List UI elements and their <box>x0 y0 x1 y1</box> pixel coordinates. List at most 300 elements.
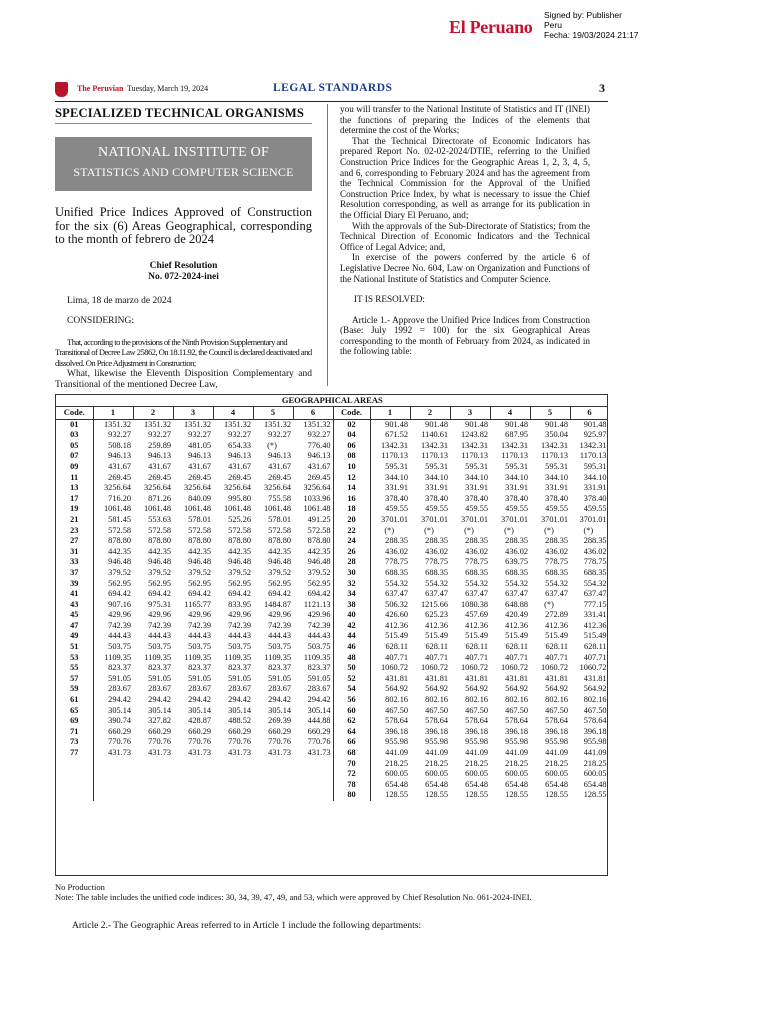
index-cell: 1243.82 <box>461 430 488 440</box>
index-cell: 481.05 <box>188 440 211 450</box>
index-cell: 429.96 <box>188 610 211 620</box>
index-cell: 901.48 <box>425 419 448 429</box>
index-cell: 331.41 <box>570 610 608 621</box>
code-cell: 51 <box>56 642 93 653</box>
index-cell <box>133 769 173 780</box>
article-2: Article 2.- The Geographic Areas referred to in Article 1 include the following departments: <box>72 921 422 931</box>
index-cell: 436.02 <box>425 546 448 556</box>
code-cell: 53 <box>56 653 93 664</box>
code-cell: 41 <box>56 589 93 600</box>
index-cell: 591.05 <box>108 673 131 683</box>
table-row <box>56 430 608 441</box>
paragraph: That, according to the provisions of the Ninth Provision Supplementary and Transitional of Decree Law 25862, On 18.11.92, the Council is declared deactivated and dissolved. On Price Adjustment in Construction; <box>55 336 312 368</box>
index-cell: 660.29 <box>268 726 291 736</box>
index-cell: 946.48 <box>228 557 251 567</box>
index-cell: 581.45 <box>108 514 131 524</box>
code-cell <box>56 780 93 791</box>
index-cell: 3256.64 <box>104 483 131 493</box>
index-cell: 687.95 <box>505 430 528 440</box>
table-row <box>56 737 608 748</box>
index-cell: 441.09 <box>570 748 608 759</box>
index-cell: 431.67 <box>268 461 291 471</box>
table-notes <box>55 882 608 902</box>
index-cell: 412.36 <box>570 621 608 632</box>
table-title: GEOGRAPHICAL AREAS <box>56 395 608 406</box>
code-cell: 55 <box>56 663 93 674</box>
table-row <box>56 419 608 430</box>
index-cell: 955.98 <box>385 737 408 747</box>
area-column-header: 6 <box>293 406 333 419</box>
code-cell: 40 <box>333 610 370 621</box>
index-cell: 431.81 <box>505 673 528 683</box>
index-cell: 396.18 <box>385 726 408 736</box>
index-cell: 283.67 <box>148 684 171 694</box>
code-cell: 04 <box>333 430 370 441</box>
index-cell: 946.13 <box>148 451 171 461</box>
index-cell: 578.64 <box>425 716 448 726</box>
index-cell: 128.55 <box>385 790 408 800</box>
index-cell: 442.35 <box>108 546 131 556</box>
price-index-table <box>55 394 608 876</box>
index-cell: 625.23 <box>425 610 448 620</box>
index-cell: 742.39 <box>148 620 171 630</box>
code-cell: 34 <box>333 589 370 600</box>
index-cell: 654.48 <box>505 779 528 789</box>
index-cell: 508.18 <box>108 440 131 450</box>
index-cell: 431.67 <box>108 461 131 471</box>
index-cell: 591.05 <box>228 673 251 683</box>
index-cell: 444.43 <box>268 631 291 641</box>
column-divider <box>327 104 328 386</box>
index-cell: 578.01 <box>268 514 291 524</box>
index-cell: 441.09 <box>385 748 408 757</box>
index-cell: 379.52 <box>293 568 333 579</box>
index-cell: 742.39 <box>293 621 333 632</box>
index-cell: 294.42 <box>228 695 251 705</box>
code-cell: 21 <box>56 515 93 526</box>
index-cell: 694.42 <box>108 589 131 599</box>
index-cell: 1342.31 <box>421 440 448 450</box>
code-cell: 09 <box>56 462 93 473</box>
index-cell: 1351.32 <box>224 419 251 429</box>
index-cell: 396.18 <box>545 726 568 736</box>
code-cell: 50 <box>333 663 370 674</box>
index-cell: 1484.87 <box>264 599 291 609</box>
index-cell: 379.52 <box>228 567 251 577</box>
index-cell: 294.42 <box>293 695 333 706</box>
index-cell <box>93 759 133 770</box>
index-cell <box>173 790 213 801</box>
signature-line: Fecha: 19/03/2024 21:17 <box>544 30 639 40</box>
index-cell: 436.02 <box>505 546 528 556</box>
index-cell: 431.81 <box>465 673 488 683</box>
index-cell: 578.64 <box>505 716 528 726</box>
code-cell <box>56 790 93 801</box>
table-row <box>56 441 608 452</box>
index-cell: (*) <box>504 525 514 535</box>
right-column <box>340 104 590 357</box>
index-cell: 3256.64 <box>184 483 211 493</box>
index-cell: 1351.32 <box>184 419 211 429</box>
code-cell: 46 <box>333 642 370 653</box>
index-cell: 1080.38 <box>461 599 488 609</box>
index-cell: 431.67 <box>293 462 333 473</box>
index-cell: 407.71 <box>570 653 608 664</box>
index-cell <box>173 780 213 791</box>
index-cell: 488.52 <box>228 716 251 726</box>
index-cell <box>213 790 253 801</box>
index-cell: 833.95 <box>228 599 251 609</box>
index-cell: 637.47 <box>385 589 408 599</box>
index-cell: 595.31 <box>425 461 448 471</box>
paragraph: What, likewise the Eleventh Disposition Complementary and Transitional of the mentioned Decree Law, <box>55 368 312 390</box>
index-cell <box>133 790 173 801</box>
index-cell: 396.18 <box>425 726 448 736</box>
index-cell: 562.95 <box>228 578 251 588</box>
index-cell: 350.04 <box>545 430 568 440</box>
index-cell: 378.40 <box>570 494 608 505</box>
table-row <box>56 748 608 759</box>
index-cell: 515.49 <box>465 631 488 641</box>
considering-heading: CONSIDERING: <box>67 315 135 326</box>
index-cell: 1351.32 <box>104 419 131 429</box>
index-cell: (*) <box>267 440 277 450</box>
index-cell: 3256.64 <box>144 483 171 493</box>
index-cell: 578.64 <box>385 716 408 726</box>
code-cell <box>56 769 93 780</box>
index-cell: 1060.72 <box>501 663 528 673</box>
table-row <box>56 684 608 695</box>
index-cell: 269.45 <box>293 473 333 484</box>
index-cell: 688.35 <box>465 567 488 577</box>
index-cell: 901.48 <box>385 419 408 429</box>
index-cell: 946.13 <box>293 451 333 462</box>
index-cell: 331.91 <box>425 483 448 493</box>
index-cell: 595.31 <box>465 461 488 471</box>
index-cell: 459.55 <box>505 504 528 514</box>
index-cell: 288.35 <box>425 536 448 546</box>
index-cell: 628.11 <box>425 642 448 652</box>
index-cell: 1170.13 <box>541 451 568 461</box>
index-cell: (*) <box>384 525 395 535</box>
index-cell: 426.60 <box>385 610 408 620</box>
code-cell: 24 <box>333 536 370 547</box>
index-cell: 467.50 <box>465 705 488 715</box>
code-cell: 73 <box>56 737 93 748</box>
index-cell: 218.25 <box>505 758 528 768</box>
index-cell: 327.82 <box>148 716 171 726</box>
index-cell: 600.05 <box>385 769 408 779</box>
paragraph: With the approvals of the Sub-Directorate of Statistics; from the Technical Direction of Economic Indicators and the Technical Office of Legal Advice; and, <box>340 220 590 252</box>
code-cell: 77 <box>56 748 93 759</box>
table-row <box>56 759 608 770</box>
table-row <box>56 600 608 611</box>
code-cell: 16 <box>333 494 370 505</box>
table-row <box>56 536 608 547</box>
index-cell: 525.26 <box>228 514 251 524</box>
index-cell: 442.35 <box>188 546 211 556</box>
area-column-header: 2 <box>410 406 450 419</box>
table-row <box>56 727 608 738</box>
index-cell: 396.18 <box>505 726 528 736</box>
article-title: Unified Price Indices Approved of Construction for the six (6) Areas Geographical, corresponding to the month of febrero de 2024 <box>55 205 312 247</box>
index-cell: 654.33 <box>228 440 251 450</box>
index-cell: 554.32 <box>425 578 448 588</box>
index-cell: 3701.01 <box>421 514 448 524</box>
index-cell: 1109.35 <box>264 652 291 662</box>
index-cell: 562.95 <box>148 578 171 588</box>
index-cell: 444.43 <box>148 631 171 641</box>
index-cell: 946.48 <box>268 557 291 567</box>
index-cell: 412.36 <box>385 620 408 630</box>
table-row <box>56 653 608 664</box>
index-cell: 932.27 <box>293 430 333 441</box>
index-cell: 802.16 <box>425 695 448 705</box>
index-cell: 331.91 <box>545 483 568 493</box>
index-cell: 331.91 <box>570 483 608 494</box>
index-cell: 412.36 <box>505 620 528 630</box>
area-column-header: 5 <box>530 406 570 419</box>
index-cell: 390.74 <box>108 716 131 726</box>
index-cell: 305.14 <box>188 705 211 715</box>
index-cell: 688.35 <box>545 567 568 577</box>
index-cell: 901.48 <box>545 419 568 429</box>
index-cell: (*) <box>424 525 434 535</box>
code-cell: 39 <box>56 579 93 590</box>
resolved-heading: IT IS RESOLVED: <box>354 294 425 305</box>
signature-line: Signed by: Publisher <box>544 10 622 20</box>
index-cell: 1060.72 <box>541 663 568 673</box>
index-cell: 459.55 <box>385 504 408 514</box>
index-cell: 444.43 <box>228 631 251 641</box>
index-cell: 770.76 <box>228 737 251 747</box>
index-cell: 1060.72 <box>381 663 408 673</box>
code-cell: 65 <box>56 706 93 717</box>
code-cell: 42 <box>333 621 370 632</box>
index-cell: 431.73 <box>108 748 131 757</box>
organism-heading: SPECIALIZED TECHNICAL ORGANISMS <box>55 108 312 124</box>
index-cell: 379.52 <box>108 567 131 577</box>
index-cell: 878.80 <box>148 536 171 546</box>
index-cell: 467.50 <box>425 705 448 715</box>
index-cell: 654.48 <box>385 779 408 789</box>
index-cell: 283.67 <box>228 684 251 694</box>
resolution-heading <box>55 261 312 283</box>
index-cell: 572.58 <box>268 525 291 535</box>
index-cell: 294.42 <box>108 695 131 705</box>
code-cell: 02 <box>333 419 370 430</box>
index-cell: 429.96 <box>148 610 171 620</box>
code-cell: 11 <box>56 473 93 484</box>
code-cell: 32 <box>333 579 370 590</box>
index-cell <box>93 769 133 780</box>
index-cell: 637.47 <box>465 589 488 599</box>
index-cell: 442.35 <box>228 546 251 556</box>
index-cell: 591.05 <box>268 673 291 683</box>
index-cell: 688.35 <box>425 567 448 577</box>
index-cell: 128.55 <box>465 790 488 800</box>
index-cell <box>293 780 333 791</box>
index-cell: 218.25 <box>385 758 408 768</box>
index-cell: 1170.13 <box>501 451 528 461</box>
index-cell: 694.42 <box>188 589 211 599</box>
code-cell: 57 <box>56 674 93 685</box>
index-cell: 344.10 <box>385 472 408 482</box>
index-cell: 305.14 <box>108 705 131 715</box>
institute-name-line: STATISTICS AND COMPUTER SCIENCE <box>73 165 294 179</box>
index-cell: (*) <box>464 525 474 535</box>
index-cell: 770.76 <box>293 737 333 748</box>
index-cell: 637.47 <box>570 589 608 600</box>
index-cell: 412.36 <box>545 620 568 630</box>
code-cell: 30 <box>333 568 370 579</box>
table-row <box>56 547 608 558</box>
index-cell: 294.42 <box>188 695 211 705</box>
index-cell: 654.48 <box>570 780 608 791</box>
index-cell: 436.02 <box>465 546 488 556</box>
index-cell: 407.71 <box>545 652 568 662</box>
index-cell: 578.01 <box>188 514 211 524</box>
index-cell: 639.75 <box>505 557 528 567</box>
index-cell: 218.25 <box>570 759 608 770</box>
index-cell: 431.81 <box>425 673 448 683</box>
index-cell: 459.55 <box>570 504 608 515</box>
index-cell: 441.09 <box>465 748 488 757</box>
section-title: LEGAL STANDARDS <box>273 82 393 94</box>
index-cell: 694.42 <box>268 589 291 599</box>
index-cell: 694.42 <box>228 589 251 599</box>
index-cell: 436.02 <box>385 546 408 556</box>
index-cell: 628.11 <box>545 642 568 652</box>
index-cell <box>253 790 293 801</box>
note-line: Note: The table includes the unified code indices: 30, 34, 39, 47, 49, and 53, which were approved by Chief Resolution No. 061-2024-INEI. <box>55 892 532 903</box>
index-cell: 955.98 <box>425 737 448 747</box>
index-cell: 3701.01 <box>541 514 568 524</box>
code-cell: 44 <box>333 631 370 642</box>
index-cell: (*) <box>544 525 554 535</box>
index-cell: 600.05 <box>570 769 608 780</box>
index-cell <box>253 769 293 780</box>
index-cell: 932.27 <box>188 430 211 440</box>
index-table <box>56 395 608 801</box>
index-cell: 344.10 <box>465 472 488 482</box>
index-cell: 459.55 <box>425 504 448 514</box>
index-cell: 778.75 <box>545 557 568 567</box>
code-cell: 43 <box>56 600 93 611</box>
code-cell: 07 <box>56 451 93 462</box>
index-cell: 946.13 <box>228 451 251 461</box>
index-cell: 778.75 <box>425 557 448 567</box>
index-cell: 379.52 <box>268 567 291 577</box>
index-cell: 1342.31 <box>570 441 608 452</box>
index-cell: 269.45 <box>148 472 171 482</box>
index-cell: 269.45 <box>108 472 131 482</box>
index-cell: 823.37 <box>108 663 131 673</box>
table-body <box>56 419 608 801</box>
index-cell: 564.92 <box>570 684 608 695</box>
index-cell: 269.45 <box>228 472 251 482</box>
table-row <box>56 526 608 537</box>
code-cell: 70 <box>333 759 370 770</box>
index-cell: 564.92 <box>385 684 408 694</box>
index-cell: 878.80 <box>188 536 211 546</box>
index-cell: 467.50 <box>505 705 528 715</box>
index-cell: 1060.72 <box>421 663 448 673</box>
index-cell: 1061.48 <box>264 504 291 514</box>
index-cell: 742.39 <box>108 620 131 630</box>
index-cell: 572.58 <box>188 525 211 535</box>
index-cell: 431.67 <box>148 461 171 471</box>
index-cell: 128.55 <box>425 790 448 800</box>
index-cell: 218.25 <box>425 758 448 768</box>
index-cell: 600.05 <box>545 769 568 779</box>
area-column-header: 5 <box>253 406 293 419</box>
code-cell: 12 <box>333 473 370 484</box>
code-cell: 62 <box>333 716 370 727</box>
code-cell: 17 <box>56 494 93 505</box>
index-cell: 515.49 <box>545 631 568 641</box>
index-cell <box>133 759 173 770</box>
index-cell: 878.80 <box>293 536 333 547</box>
index-cell: 431.73 <box>293 748 333 759</box>
index-cell: 218.25 <box>545 758 568 768</box>
index-cell: 564.92 <box>425 684 448 694</box>
code-cell: 64 <box>333 727 370 738</box>
index-cell: 660.29 <box>188 726 211 736</box>
index-cell: 1342.31 <box>501 440 528 450</box>
index-cell: 283.67 <box>188 684 211 694</box>
index-cell: 901.48 <box>465 419 488 429</box>
index-cell: 344.10 <box>425 472 448 482</box>
index-cell: 128.55 <box>570 790 608 801</box>
index-cell: 1351.32 <box>144 419 171 429</box>
code-cell: 22 <box>333 526 370 537</box>
index-cell: 396.18 <box>570 727 608 738</box>
index-cell: 444.43 <box>108 631 131 641</box>
resolution-label: Chief Resolution <box>149 260 218 271</box>
index-cell: 467.50 <box>570 706 608 717</box>
index-cell: 770.76 <box>268 737 291 747</box>
index-cell: 564.92 <box>465 684 488 694</box>
index-cell: 637.47 <box>425 589 448 599</box>
index-cell <box>93 780 133 791</box>
table-row <box>56 589 608 600</box>
index-cell: 628.11 <box>505 642 528 652</box>
paragraph: Article 1.- Approve the Unified Price Indices from Construction (Base: July 1992 = 100) for the six Geographical Areas corresponding to the month of February from 2024, as indicated in the following table: <box>340 314 590 357</box>
index-cell <box>293 759 333 770</box>
index-cell: 396.18 <box>465 726 488 736</box>
index-cell: 955.98 <box>465 737 488 747</box>
code-cell: 66 <box>333 737 370 748</box>
index-cell: 1165.77 <box>184 599 211 609</box>
index-cell: 554.32 <box>385 578 408 588</box>
code-cell: 23 <box>56 526 93 537</box>
index-cell: 444.88 <box>293 716 333 727</box>
index-cell: 503.75 <box>268 642 291 652</box>
table-row <box>56 631 608 642</box>
paragraph: you will transfer to the National Institute of Statistics and IT (INEI) the functions of preparing the Indices of the elements that determine the cost of the Works; <box>340 104 590 136</box>
index-cell: 572.58 <box>148 525 171 535</box>
table-row <box>56 473 608 484</box>
index-cell <box>173 759 213 770</box>
coat-of-arms-icon <box>55 82 68 97</box>
area-column-header: 3 <box>173 406 213 419</box>
table-row <box>56 780 608 791</box>
page-header <box>55 80 608 102</box>
index-cell: 654.48 <box>465 779 488 789</box>
left-column <box>55 108 312 391</box>
index-cell: 442.35 <box>268 546 291 556</box>
